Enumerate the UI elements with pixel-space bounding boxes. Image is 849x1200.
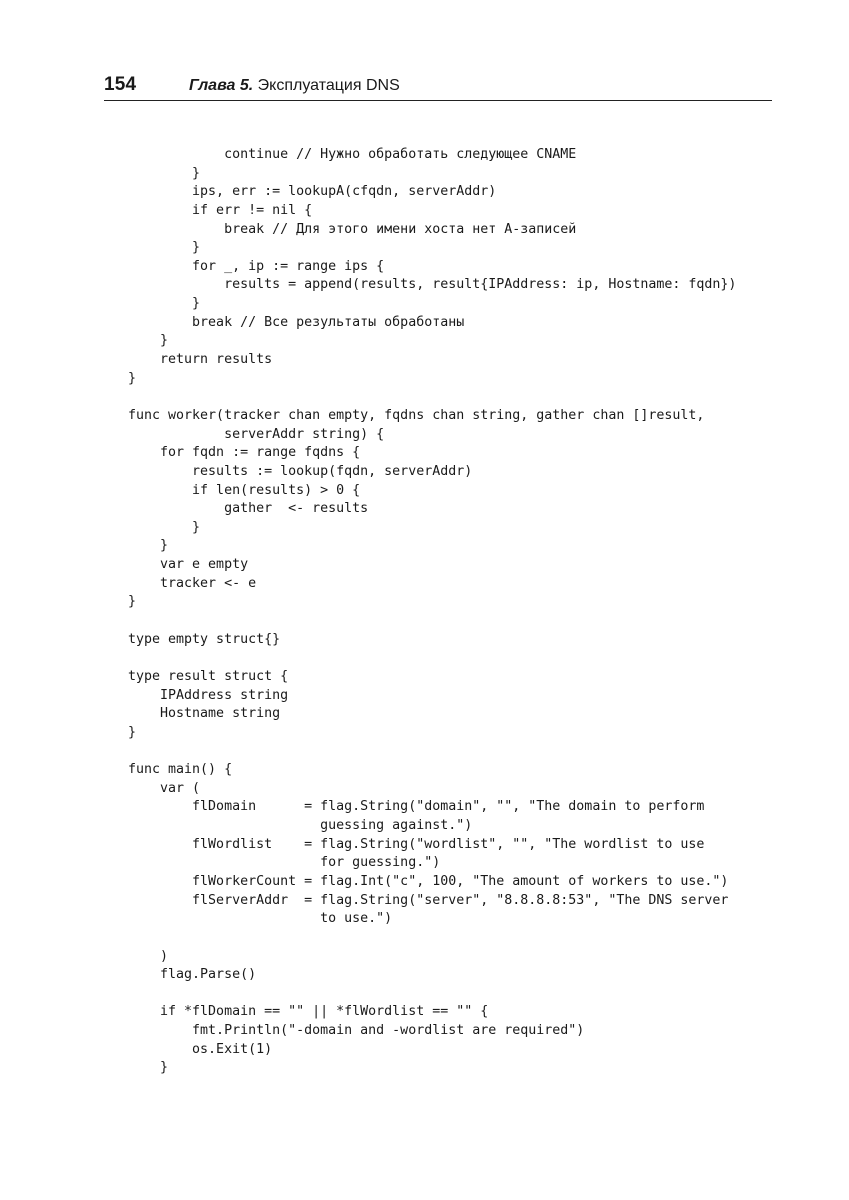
code-line: ) — [128, 948, 169, 964]
code-line: return results — [128, 352, 273, 368]
code-line: } — [128, 333, 169, 349]
code-line — [128, 388, 768, 407]
code-line: } — [128, 724, 137, 740]
code-line: } — [128, 370, 137, 386]
code-line: func main() { — [128, 762, 233, 778]
code-line: fmt.Println("-domain and -wordlist are required") — [128, 1023, 585, 1039]
chapter-name: Эксплуатация DNS — [257, 77, 400, 94]
code-listing — [128, 146, 768, 1078]
code-line: var e empty — [128, 557, 249, 573]
chapter-title — [189, 77, 400, 95]
code-line — [128, 985, 768, 1004]
code-line — [128, 612, 768, 631]
code-line — [128, 929, 768, 948]
code-line: tracker <- e — [128, 575, 257, 591]
code-line: os.Exit(1) — [128, 1041, 273, 1057]
code-line: IPAddress string — [128, 687, 289, 703]
code-line: results := lookup(fqdn, serverAddr) — [128, 463, 473, 479]
page-header — [104, 72, 772, 101]
code-line: ips, err := lookupA(cfqdn, serverAddr) — [128, 184, 497, 200]
code-line: } — [128, 594, 137, 610]
code-line: } — [128, 296, 201, 312]
code-line: for guessing.") — [128, 855, 441, 871]
code-line: for fqdn := range fqdns { — [128, 445, 361, 461]
code-line: continue // Нужно обработать следующее CNAME — [128, 147, 577, 162]
code-line: if *flDomain == "" || *flWordlist == "" { — [128, 1004, 489, 1020]
code-line: if len(results) > 0 { — [128, 482, 361, 498]
code-line: gather <- results — [128, 501, 369, 517]
code-line: guessing against.") — [128, 818, 473, 834]
code-line: break // Для этого имени хоста нет A-записей — [128, 221, 577, 237]
code-line: } — [128, 538, 169, 554]
code-line: flDomain = flag.String("domain", "", "The domain to perform — [128, 799, 705, 815]
code-line: } — [128, 240, 201, 256]
code-line: func worker(tracker chan empty, fqdns chan string, gather chan []result, — [128, 407, 705, 423]
code-line — [128, 743, 768, 762]
code-line: flWorkerCount = flag.Int("c", 100, "The amount of workers to use.") — [128, 873, 729, 889]
code-line: serverAddr string) { — [128, 426, 385, 442]
code-line: flWordlist = flag.String("wordlist", "", "The wordlist to use — [128, 836, 705, 852]
code-line: } — [128, 165, 201, 181]
code-line: var ( — [128, 780, 201, 796]
code-line: type empty struct{} — [128, 631, 281, 647]
code-line — [128, 649, 768, 668]
code-line: } — [128, 519, 201, 535]
code-line: Hostname string — [128, 706, 281, 722]
page-number: 154 — [104, 74, 137, 95]
chapter-label: Глава 5. — [189, 77, 254, 94]
code-line: flag.Parse() — [128, 967, 257, 983]
code-line: flServerAddr = flag.String("server", "8.8.8.8:53", "The DNS server — [128, 892, 729, 908]
code-line: results = append(results, result{IPAddress: ip, Hostname: fqdn}) — [128, 277, 737, 293]
code-line: if err != nil { — [128, 202, 313, 218]
code-line: to use.") — [128, 911, 393, 927]
code-line: for _, ip := range ips { — [128, 258, 385, 274]
code-line: break // Все результаты обработаны — [128, 314, 465, 330]
code-line: } — [128, 1060, 169, 1076]
code-line: type result struct { — [128, 668, 289, 684]
